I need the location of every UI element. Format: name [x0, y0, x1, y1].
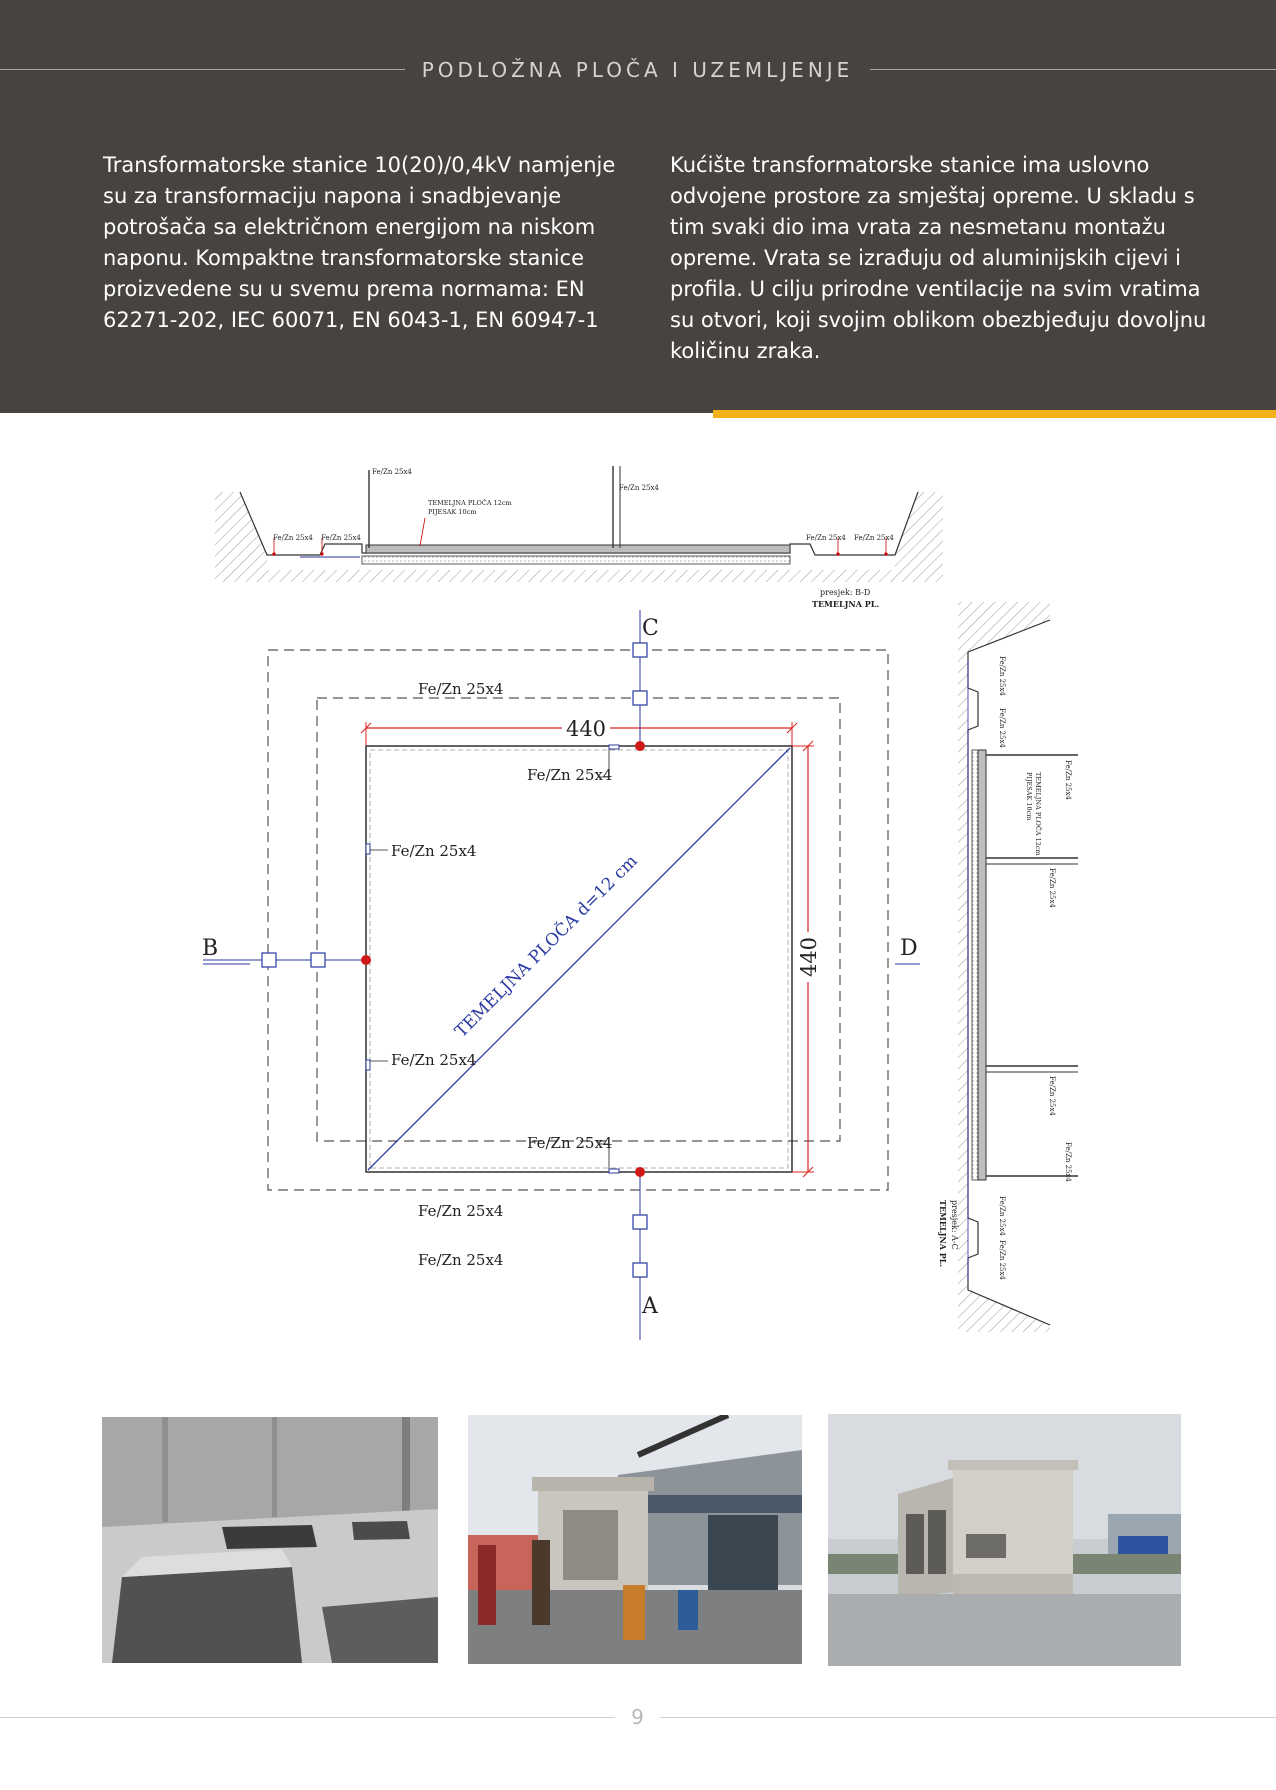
paragraph-line: odvojene prostore za smještaj opreme. U skladu s — [670, 184, 1195, 208]
foundation-plan — [202, 610, 920, 1340]
axis-label-d: D — [900, 936, 918, 961]
foundation-photo — [102, 1417, 438, 1663]
conductor-label: Fe/Zn 25x4 — [998, 708, 1006, 748]
axis-label-c: C — [642, 616, 659, 641]
conductor-label: Fe/Zn 25x4 — [1064, 760, 1072, 800]
conductor-label: Fe/Zn 25x4 — [321, 534, 361, 542]
slab-diagonal — [368, 748, 790, 1170]
conductor-label: Fe/Zn 25x4 — [998, 656, 1006, 696]
footer-divider-right — [660, 1717, 1276, 1718]
axis-label-b: B — [202, 936, 219, 961]
crane-installation-photo — [468, 1415, 802, 1664]
intro-paragraph-left — [103, 150, 623, 336]
conductor-label: Fe/Zn 25x4 — [418, 1202, 504, 1220]
sand-layer — [362, 556, 790, 564]
conductor-label: Fe/Zn 25x4 — [391, 1051, 477, 1069]
page-number: 9 — [631, 1705, 644, 1729]
axis-label-a: A — [642, 1294, 658, 1319]
accent-bar — [713, 410, 1276, 418]
slab-section — [978, 750, 986, 1180]
section-title: PODLOŽNA PLOČA I UZEMLJENJE — [421, 58, 854, 82]
conductor-label: Fe/Zn 25x4 — [1064, 1142, 1072, 1182]
paragraph-line: potrošača sa električnom energijom na niskom — [103, 215, 596, 239]
conductor-label: Fe/Zn 25x4 — [806, 534, 846, 542]
paragraph-line: su za transformaciju napona i snadbjevanje — [103, 184, 562, 208]
paragraph-line: su otvori, koji svojim oblikom obezbjeđuju dovoljnu — [670, 308, 1207, 332]
conductor-label: Fe/Zn 25x4 — [619, 484, 659, 492]
section-label: TEMELJNA PL. — [812, 599, 880, 609]
footer-divider-left — [0, 1717, 615, 1718]
slab-label: TEMELJNA PLOČA d=12 cm — [451, 851, 642, 1042]
slab-note: TEMELJNA PLOČA 12cm — [1034, 772, 1042, 856]
section-a-c — [938, 602, 1078, 1332]
conductor-label: Fe/Zn 25x4 — [527, 1134, 613, 1152]
conductor-label: Fe/Zn 25x4 — [1048, 1076, 1056, 1116]
conductor-label: Fe/Zn 25x4 — [1048, 868, 1056, 908]
finished-substation-photo — [828, 1414, 1181, 1666]
paragraph-line: 62271-202, IEC 60071, EN 6043-1, EN 60947-1 — [103, 308, 599, 332]
sand-note: PIJESAK 10cm — [428, 508, 477, 516]
conductor-label: Fe/Zn 25x4 — [273, 534, 313, 542]
paragraph-line: naponu. Kompaktne transformatorske stanice — [103, 246, 584, 270]
section-label: TEMELJNA PL. — [938, 1200, 948, 1268]
conductor-label: Fe/Zn 25x4 — [372, 468, 412, 476]
conductor-label: Fe/Zn 25x4 — [998, 1196, 1006, 1236]
dimension-horizontal: 440 — [565, 717, 607, 741]
conductor-label: Fe/Zn 25x4 — [527, 766, 613, 784]
paragraph-line: Transformatorske stanice 10(20)/0,4kV namjenje — [103, 153, 616, 177]
paragraph-line: količinu zraka. — [670, 339, 821, 363]
paragraph-line: proizvedene su u svemu prema normama: EN — [103, 277, 585, 301]
paragraph-line: tim svaki dio ima vrata za nesmetanu montažu — [670, 215, 1166, 239]
soil-bottom — [267, 570, 895, 582]
paragraph-line: profila. U cilju prirodne ventilacije na svim vratima — [670, 277, 1201, 301]
section-b-d — [215, 466, 943, 609]
conductor-label: Fe/Zn 25x4 — [391, 842, 477, 860]
earthing-point — [361, 955, 371, 965]
title-divider-right — [870, 69, 1276, 70]
soil-bottom — [958, 1290, 1050, 1332]
paragraph-line: opreme. Vrata se izrađuju od aluminijskih cijevi i — [670, 246, 1181, 270]
section-label: presjek: B-D — [820, 588, 871, 597]
section-title-row — [0, 52, 1276, 88]
conductor-label: Fe/Zn 25x4 — [854, 534, 894, 542]
earthing-point — [635, 1167, 645, 1177]
soil-top — [958, 602, 1050, 652]
dimension-vertical: 440 — [797, 936, 821, 978]
slab-note: TEMELJNA PLOČA 12cm — [428, 499, 512, 507]
paragraph-line: Kućište transformatorske stanice ima uslovno — [670, 153, 1150, 177]
section-label: presjek: A-C — [950, 1200, 959, 1250]
sand-note: PIJESAK 10cm — [1025, 772, 1033, 821]
conductor-label: Fe/Zn 25x4 — [998, 1240, 1006, 1280]
conductor-label: Fe/Zn 25x4 — [418, 680, 504, 698]
conductor-label: Fe/Zn 25x4 — [418, 1251, 504, 1269]
intro-paragraph-right — [670, 150, 1215, 367]
technical-drawing — [0, 420, 1276, 1340]
slab-section — [366, 545, 790, 553]
earthing-point — [635, 741, 645, 751]
header-band — [0, 0, 1276, 413]
sand-layer — [972, 750, 978, 1180]
title-divider-left — [0, 69, 405, 70]
